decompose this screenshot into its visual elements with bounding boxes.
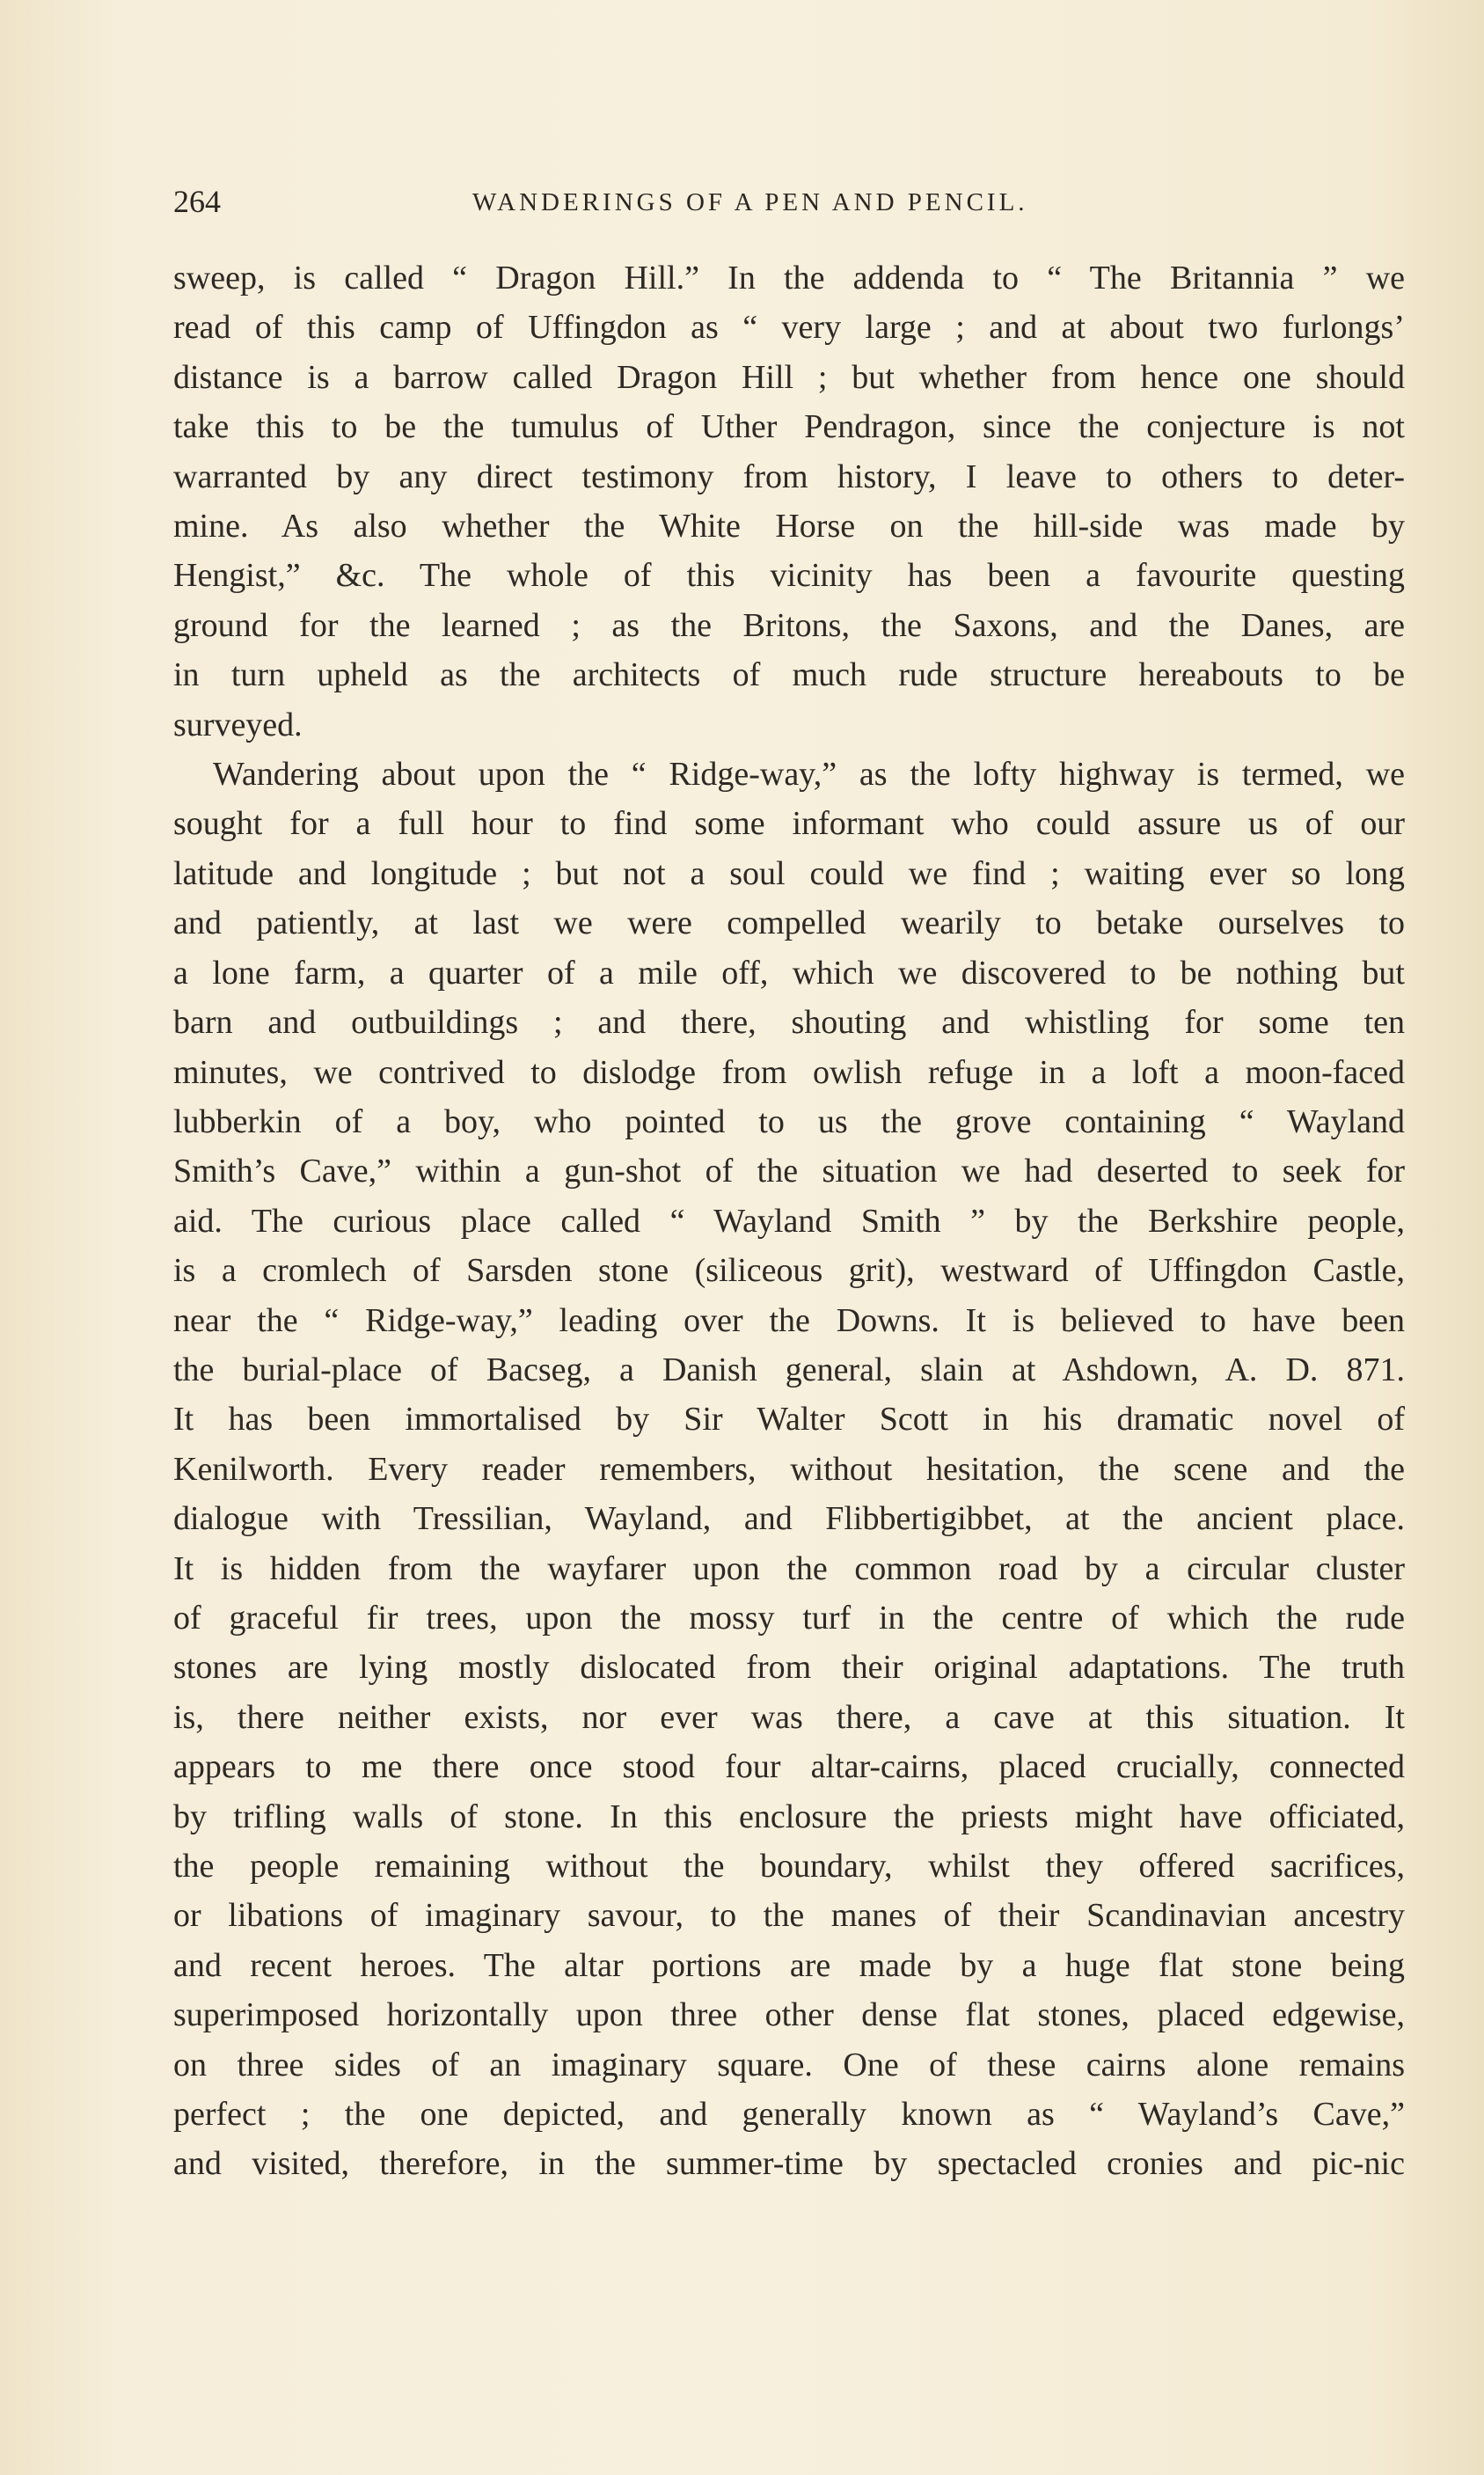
text-line: on three sides of an imaginary square. One of these cairns alone remains: [173, 2046, 1405, 2083]
text-line: ground for the learned ; as the Britons, the Saxons, and the Danes, are: [173, 606, 1405, 644]
text-line: superimposed horizontally upon three other dense flat stones, placed edgewise,: [173, 1996, 1405, 2034]
body-text: [173, 253, 1405, 2189]
text-line: sought for a full hour to find some informant who could assure us of our: [173, 805, 1405, 843]
text-line: is, there neither exists, nor ever was there, a cave at this situation. It: [173, 1698, 1405, 1736]
text-line: and recent heroes. The altar portions are made by a huge flat stone being: [173, 1946, 1405, 1984]
text-line: Hengist,” &c. The whole of this vicinity has been a favourite questing: [173, 557, 1405, 595]
text-line: take this to be the tumulus of Uther Pendragon, since the conjecture is not: [173, 408, 1405, 446]
text-line: appears to me there once stood four altar-cairns, placed crucially, connected: [173, 1748, 1405, 1786]
text-line: aid. The curious place called “ Wayland Smith ” by the Berkshire people,: [173, 1202, 1405, 1240]
text-line: a lone farm, a quarter of a mile off, which we discovered to be nothing but: [173, 954, 1405, 992]
text-line: Smith’s Cave,” within a gun-shot of the situation we had deserted to seek for: [173, 1153, 1405, 1190]
paragraph: [173, 750, 1405, 2189]
text-line: warranted by any direct testimony from history, I leave to others to deter-: [173, 458, 1405, 495]
text-line: read of this camp of Uffingdon as “ very large ; and at about two furlongs’: [173, 309, 1405, 347]
text-line: by trifling walls of stone. In this enclosure the priests might have officiated,: [173, 1798, 1405, 1835]
text-line: near the “ Ridge-way,” leading over the Downs. It is believed to have been: [173, 1301, 1405, 1339]
text-line: perfect ; the one depicted, and generally known as “ Wayland’s Cave,”: [173, 2096, 1405, 2134]
text-line: It has been immortalised by Sir Walter Scott in his dramatic novel of: [173, 1401, 1405, 1439]
text-line: or libations of imaginary savour, to the manes of their Scandinavian ancestry: [173, 1897, 1405, 1935]
text-line: It is hidden from the wayfarer upon the common road by a circular cluster: [173, 1549, 1405, 1587]
text-line: and patiently, at last we were compelled wearily to betake ourselves to: [173, 904, 1405, 942]
text-line: the people remaining without the boundary, whilst they offered sacrifices,: [173, 1848, 1405, 1885]
page-header: [173, 179, 1405, 229]
text-line: of graceful fir trees, upon the mossy turf in the centre of which the rude: [173, 1599, 1405, 1637]
text-line: minutes, we contrived to dislodge from owlish refuge in a loft a moon-faced: [173, 1053, 1405, 1091]
running-title: WANDERINGS OF A PEN AND PENCIL.: [472, 188, 1028, 216]
text-line: distance is a barrow called Dragon Hill ; but whether from hence one should: [173, 358, 1405, 396]
text-line: mine. As also whether the White Horse on the hill-side was made by: [173, 508, 1405, 546]
text-line: sweep, is called “ Dragon Hill.” In the addenda to “ The Britannia ” we: [173, 260, 1405, 297]
text-line: Kenilworth. Every reader remembers, without hesitation, the scene and the: [173, 1450, 1405, 1488]
paragraph: [173, 253, 1405, 750]
text-line: surveyed.: [173, 706, 303, 743]
text-line: in turn upheld as the architects of much rude structure hereabouts to be: [173, 656, 1405, 694]
text-line: barn and outbuildings ; and there, shouting and whistling for some ten: [173, 1004, 1405, 1042]
text-line: the burial-place of Bacseg, a Danish general, slain at Ashdown, A. D. 871.: [173, 1351, 1405, 1388]
page-number: 264: [173, 184, 221, 219]
text-line: Wandering about upon the “ Ridge-way,” as the lofty highway is termed, we: [213, 756, 1405, 794]
text-line: dialogue with Tressilian, Wayland, and Flibbertigibbet, at the ancient place.: [173, 1500, 1405, 1538]
text-line: is a cromlech of Sarsden stone (siliceous grit), westward of Uffingdon Castle,: [173, 1252, 1405, 1290]
text-line: lubberkin of a boy, who pointed to us the grove containing “ Wayland: [173, 1102, 1405, 1140]
text-line: and visited, therefore, in the summer-time by spectacled cronies and pic-nic: [173, 2145, 1405, 2183]
text-line: latitude and longitude ; but not a soul could we find ; waiting ever so long: [173, 854, 1405, 892]
text-line: stones are lying mostly dislocated from their original adaptations. The truth: [173, 1649, 1405, 1687]
